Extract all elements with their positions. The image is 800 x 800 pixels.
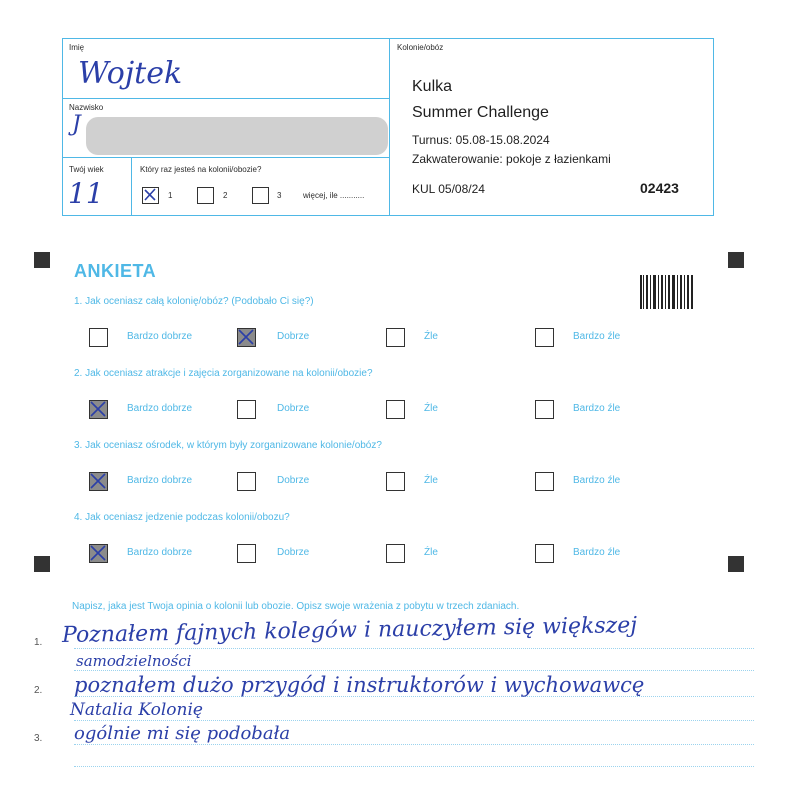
- ktory-raz-label: Który raz jesteś na kolonii/obozie?: [140, 165, 262, 174]
- question-1-option-label: Bardzo dobrze: [127, 331, 193, 342]
- handwritten-line-1b[interactable]: samodzielności: [76, 652, 192, 670]
- question-4-text: 4. Jak oceniasz jedzenie podczas kolonii/obozu?: [74, 512, 290, 523]
- check-mark-icon: [90, 545, 106, 561]
- question-3-option-label: Bardzo źle: [573, 475, 621, 486]
- ktory-raz-option-2: 2: [223, 191, 228, 200]
- question-4-checkbox-2[interactable]: [237, 544, 256, 563]
- question-2-option-label: Bardzo dobrze: [127, 403, 193, 414]
- registration-marker-top-left: [34, 252, 50, 268]
- check-mark-icon: [238, 329, 254, 345]
- camp-name-2: Summer Challenge: [412, 104, 549, 121]
- question-3-option-label: Bardzo dobrze: [127, 475, 193, 486]
- question-3-checkbox-2[interactable]: [237, 472, 256, 491]
- camp-name-1: Kulka: [412, 78, 453, 95]
- question-3-option-label: Źle: [424, 475, 438, 486]
- question-3-checkbox-1[interactable]: [89, 472, 108, 491]
- wiek-value[interactable]: 11: [68, 177, 104, 210]
- question-2-option-label: Źle: [424, 403, 438, 414]
- opinion-prompt: Napisz, jaka jest Twoja opinia o kolonii lub obozie. Opisz swoje wrażenia z pobytu w trzech zdaniach.: [72, 601, 520, 612]
- check-mark-icon: [90, 401, 106, 417]
- ktory-raz-checkbox-2[interactable]: [197, 187, 214, 204]
- question-4-option-label: Bardzo dobrze: [127, 547, 193, 558]
- redacted-surname: [86, 117, 388, 155]
- question-2-checkbox-2[interactable]: [237, 400, 256, 419]
- registration-marker-bottom-right: [728, 556, 744, 572]
- question-3-checkbox-3[interactable]: [386, 472, 405, 491]
- question-2-checkbox-4[interactable]: [535, 400, 554, 419]
- answer-line: [74, 744, 754, 745]
- check-mark-icon: [90, 473, 106, 489]
- handwritten-line-1[interactable]: Poznałem fajnych kolegów i nauczyłem się większej: [61, 612, 638, 649]
- handwritten-line-3[interactable]: ogólnie mi się podobała: [74, 723, 291, 744]
- question-4-option-label: Źle: [424, 547, 438, 558]
- question-4-option-label: Bardzo źle: [573, 547, 621, 558]
- ktory-raz-option-more: więcej, ile ...........: [303, 191, 365, 200]
- question-1-checkbox-3[interactable]: [386, 328, 405, 347]
- answer-line: [74, 648, 754, 649]
- form-number: 02423: [640, 180, 679, 196]
- imie-label: Imię: [69, 43, 85, 52]
- nazwisko-label: Nazwisko: [69, 103, 104, 112]
- ktory-raz-checkbox-3[interactable]: [252, 187, 269, 204]
- question-1-checkbox-4[interactable]: [535, 328, 554, 347]
- wiek-label: Twój wiek: [69, 165, 104, 174]
- question-1-option-label: Dobrze: [277, 331, 310, 342]
- question-3-option-label: Dobrze: [277, 475, 310, 486]
- registration-marker-top-right: [728, 252, 744, 268]
- question-1-option-label: Źle: [424, 331, 438, 342]
- handwritten-line-2[interactable]: poznałem dużo przygód i instruktorów i wychowawcę: [74, 673, 645, 697]
- line-number-1: 1.: [34, 637, 43, 648]
- question-2-checkbox-1[interactable]: [89, 400, 108, 419]
- handwritten-line-2b[interactable]: Natalia Kolonię: [70, 700, 203, 720]
- line-number-2: 2.: [34, 685, 43, 696]
- question-4-checkbox-4[interactable]: [535, 544, 554, 563]
- nazwisko-initial: J: [72, 112, 81, 137]
- question-4-checkbox-1[interactable]: [89, 544, 108, 563]
- check-mark-icon: [143, 188, 157, 202]
- question-1-text: 1. Jak oceniasz całą kolonię/obóz? (Podobało Ci się?): [74, 296, 314, 307]
- question-1-checkbox-2[interactable]: [237, 328, 256, 347]
- registration-marker-bottom-left: [34, 556, 50, 572]
- answer-line: [74, 670, 754, 671]
- survey-title: ANKIETA: [74, 261, 157, 281]
- question-2-text: 2. Jak oceniasz atrakcje i zajęcia zorganizowane na kolonii/obozie?: [74, 368, 373, 379]
- question-3-text: 3. Jak oceniasz ośrodek, w którym były zorganizowane kolonie/obóz?: [74, 440, 382, 451]
- zakwaterowanie-text: Zakwaterowanie: pokoje z łazienkami: [412, 152, 611, 166]
- question-1-option-label: Bardzo źle: [573, 331, 621, 342]
- ktory-raz-checkbox-1[interactable]: [142, 187, 159, 204]
- question-3-checkbox-4[interactable]: [535, 472, 554, 491]
- ktory-raz-option-1: 1: [168, 191, 173, 200]
- imie-value[interactable]: Wojtek: [78, 56, 183, 91]
- question-4-checkbox-3[interactable]: [386, 544, 405, 563]
- question-4-option-label: Dobrze: [277, 547, 310, 558]
- turnus-text: Turnus: 05.08-15.08.2024: [412, 133, 550, 147]
- question-2-option-label: Dobrze: [277, 403, 310, 414]
- kolonie-label: Kolonie/obóz: [397, 43, 444, 52]
- line-number-3: 3.: [34, 733, 43, 744]
- camp-code: KUL 05/08/24: [412, 182, 485, 196]
- answer-line: [74, 720, 754, 721]
- answer-line: [74, 766, 754, 767]
- question-2-option-label: Bardzo źle: [573, 403, 621, 414]
- ktory-raz-option-3: 3: [277, 191, 282, 200]
- barcode-icon: [640, 275, 694, 309]
- question-1-checkbox-1[interactable]: [89, 328, 108, 347]
- question-2-checkbox-3[interactable]: [386, 400, 405, 419]
